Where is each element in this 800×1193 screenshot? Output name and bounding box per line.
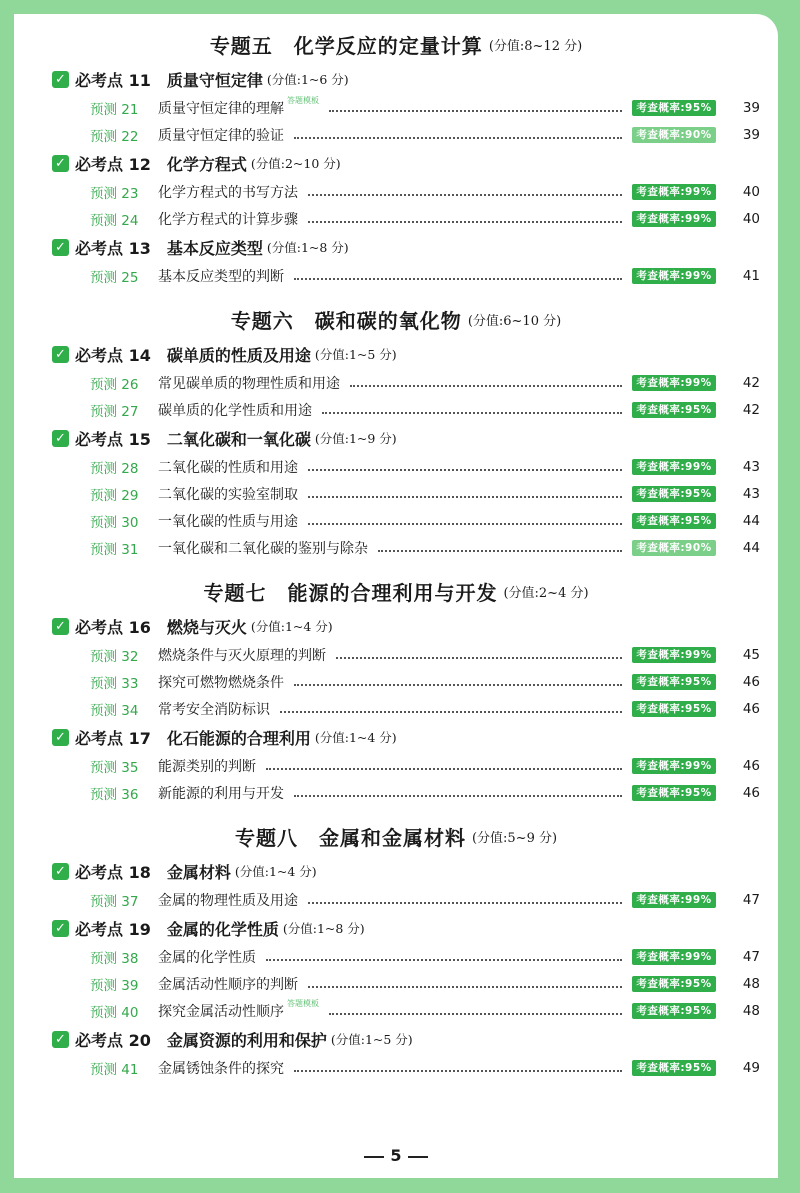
exam-point-id: 必考点 13 — [75, 238, 151, 258]
topic-title: 专题六 碳和碳的氧化物 — [230, 308, 462, 333]
checkmark-icon: ✓ — [52, 239, 69, 256]
prediction-label: 预测 23 — [90, 185, 139, 202]
prediction-label: 预测 37 — [90, 893, 139, 910]
exam-point-score: (分值:1~6 分) — [266, 72, 349, 87]
exam-point-row[interactable] — [14, 232, 778, 262]
dot-leader — [329, 110, 622, 112]
probability-badge: 考查概率:99% — [632, 268, 716, 284]
exam-point-id: 必考点 18 — [75, 862, 151, 882]
prediction-page-number: 47 — [742, 891, 760, 908]
dot-leader — [280, 711, 622, 713]
prediction-page-number: 47 — [742, 948, 760, 965]
exam-point-name: 金属的化学性质 — [166, 919, 279, 939]
probability-badge: 考查概率:99% — [632, 459, 716, 475]
exam-point-name: 金属资源的利用和保护 — [166, 1030, 327, 1050]
prediction-row[interactable] — [14, 943, 778, 970]
prediction-label: 预测 28 — [90, 460, 139, 477]
exam-point-id: 必考点 14 — [75, 345, 151, 365]
prediction-row[interactable] — [14, 396, 778, 423]
prediction-row[interactable] — [14, 369, 778, 396]
prediction-row[interactable] — [14, 779, 778, 806]
probability-badge: 考查概率:95% — [632, 785, 716, 801]
dot-leader — [308, 194, 622, 196]
checkmark-icon: ✓ — [52, 618, 69, 635]
checkmark-icon: ✓ — [52, 920, 69, 937]
checkmark-icon: ✓ — [52, 1031, 69, 1048]
exam-point-row[interactable] — [14, 64, 778, 94]
prediction-page-number: 48 — [742, 975, 760, 992]
prediction-row[interactable] — [14, 970, 778, 997]
checkmark-icon: ✓ — [52, 729, 69, 746]
exam-point-row[interactable] — [14, 913, 778, 943]
prediction-title: 金属锈蚀条件的探究 — [158, 1060, 284, 1077]
dot-leader — [266, 768, 622, 770]
prediction-row[interactable] — [14, 534, 778, 561]
prediction-page-number: 46 — [742, 784, 760, 801]
exam-point-id: 必考点 15 — [75, 429, 151, 449]
topic-score: (分值:2~4 分) — [503, 585, 589, 601]
dot-leader — [294, 795, 622, 797]
dot-leader — [308, 469, 622, 471]
prediction-label: 预测 40 — [90, 1004, 139, 1021]
exam-point-row[interactable] — [14, 722, 778, 752]
prediction-page-number: 46 — [742, 673, 760, 690]
dot-leader — [308, 902, 622, 904]
dot-leader — [294, 137, 622, 139]
prediction-row[interactable] — [14, 507, 778, 534]
prediction-page-number: 40 — [742, 210, 760, 227]
prediction-title: 化学方程式的计算步骤 — [158, 211, 298, 228]
exam-point-score: (分值:1~4 分) — [234, 864, 317, 879]
exam-point-name: 碳单质的性质及用途 — [166, 345, 311, 365]
prediction-label: 预测 29 — [90, 487, 139, 504]
prediction-title: 二氧化碳的性质和用途 — [158, 459, 298, 476]
prediction-label: 预测 33 — [90, 675, 139, 692]
prediction-label: 预测 21 — [90, 101, 139, 118]
checkmark-icon: ✓ — [52, 71, 69, 88]
dot-leader — [378, 550, 622, 552]
prediction-row[interactable] — [14, 641, 778, 668]
prediction-title: 一氧化碳和二氧化碳的鉴别与除杂 — [158, 540, 368, 557]
dot-leader — [294, 684, 622, 686]
answer-template-tag: 答题模板 — [287, 96, 319, 105]
exam-point-score: (分值:1~8 分) — [282, 921, 365, 936]
exam-point-id: 必考点 19 — [75, 919, 151, 939]
prediction-label: 预测 26 — [90, 376, 139, 393]
prediction-row[interactable] — [14, 752, 778, 779]
toc-page — [14, 14, 778, 1178]
prediction-page-number: 45 — [742, 646, 760, 663]
exam-point-row[interactable] — [14, 339, 778, 369]
dot-leader — [294, 278, 622, 280]
footer-dash-right — [408, 1156, 428, 1158]
probability-badge: 考查概率:99% — [632, 892, 716, 908]
prediction-title: 能源类别的判断 — [158, 758, 256, 775]
topic-heading — [14, 299, 778, 339]
probability-badge: 考查概率:90% — [632, 540, 716, 556]
probability-badge: 考查概率:95% — [632, 674, 716, 690]
prediction-label: 预测 35 — [90, 759, 139, 776]
prediction-page-number: 39 — [742, 126, 760, 143]
dot-leader — [350, 385, 622, 387]
prediction-title: 金属的化学性质 — [158, 949, 256, 966]
prediction-page-number: 42 — [742, 401, 760, 418]
exam-point-id: 必考点 12 — [75, 154, 151, 174]
probability-badge: 考查概率:95% — [632, 100, 716, 116]
probability-badge: 考查概率:95% — [632, 701, 716, 717]
prediction-title: 质量守恒定律的验证 — [158, 127, 284, 144]
prediction-row[interactable] — [14, 262, 778, 289]
probability-badge: 考查概率:95% — [632, 1060, 716, 1076]
exam-point-name: 基本反应类型 — [166, 238, 263, 258]
exam-point-score: (分值:1~5 分) — [330, 1032, 413, 1047]
page-number: 5 — [390, 1146, 402, 1165]
topic-score: (分值:8~12 分) — [488, 38, 583, 54]
exam-point-name: 二氧化碳和一氧化碳 — [166, 429, 311, 449]
prediction-row[interactable] — [14, 178, 778, 205]
dot-leader — [308, 523, 622, 525]
exam-point-score: (分值:1~8 分) — [266, 240, 349, 255]
prediction-row[interactable] — [14, 695, 778, 722]
prediction-row[interactable] — [14, 94, 778, 121]
probability-badge: 考查概率:95% — [632, 402, 716, 418]
prediction-label: 预测 27 — [90, 403, 139, 420]
topic-heading — [14, 24, 778, 64]
prediction-page-number: 46 — [742, 757, 760, 774]
probability-badge: 考查概率:95% — [632, 976, 716, 992]
prediction-row[interactable] — [14, 1054, 778, 1081]
probability-badge: 考查概率:90% — [632, 127, 716, 143]
prediction-title: 碳单质的化学性质和用途 — [158, 402, 312, 419]
prediction-title: 二氧化碳的实验室制取 — [158, 486, 298, 503]
dot-leader — [266, 959, 622, 961]
prediction-row[interactable] — [14, 453, 778, 480]
topic-score: (分值:5~9 分) — [471, 830, 558, 846]
prediction-page-number: 43 — [742, 485, 760, 502]
exam-point-row[interactable] — [14, 856, 778, 886]
probability-badge: 考查概率:95% — [632, 513, 716, 529]
prediction-label: 预测 22 — [90, 128, 139, 145]
prediction-label: 预测 30 — [90, 514, 139, 531]
prediction-title: 新能源的利用与开发 — [158, 785, 284, 802]
prediction-row[interactable] — [14, 121, 778, 148]
prediction-label: 预测 39 — [90, 977, 139, 994]
exam-point-id: 必考点 11 — [75, 70, 151, 90]
prediction-row[interactable] — [14, 205, 778, 232]
prediction-label: 预测 38 — [90, 950, 139, 967]
exam-point-name: 化石能源的合理利用 — [166, 728, 311, 748]
table-of-contents — [14, 24, 778, 1081]
probability-badge: 考查概率:99% — [632, 647, 716, 663]
topic-title: 专题七 能源的合理利用与开发 — [203, 580, 498, 605]
prediction-page-number: 42 — [742, 374, 760, 391]
exam-point-id: 必考点 20 — [75, 1030, 151, 1050]
prediction-page-number: 46 — [742, 700, 760, 717]
dot-leader — [308, 496, 622, 498]
prediction-page-number: 43 — [742, 458, 760, 475]
topic-heading — [14, 571, 778, 611]
prediction-title: 金属的物理性质及用途 — [158, 892, 298, 909]
prediction-page-number: 44 — [742, 512, 760, 529]
dot-leader — [322, 412, 622, 414]
exam-point-score: (分值:1~4 分) — [314, 730, 397, 745]
exam-point-score: (分值:2~10 分) — [250, 156, 341, 171]
exam-point-name: 金属材料 — [166, 862, 231, 882]
prediction-row[interactable] — [14, 997, 778, 1024]
page-footer — [14, 1146, 778, 1165]
prediction-label: 预测 41 — [90, 1061, 139, 1078]
exam-point-row[interactable] — [14, 423, 778, 453]
exam-point-id: 必考点 16 — [75, 617, 151, 637]
prediction-label: 预测 36 — [90, 786, 139, 803]
dot-leader — [308, 221, 622, 223]
prediction-title: 探究金属活动性顺序 — [158, 1003, 284, 1020]
prediction-title: 质量守恒定律的理解 — [158, 100, 284, 117]
prediction-title: 金属活动性顺序的判断 — [158, 976, 298, 993]
probability-badge: 考查概率:99% — [632, 211, 716, 227]
topic-score: (分值:6~10 分) — [467, 313, 562, 329]
probability-badge: 考查概率:99% — [632, 184, 716, 200]
exam-point-row[interactable] — [14, 1024, 778, 1054]
dot-leader — [294, 1070, 622, 1072]
checkmark-icon: ✓ — [52, 346, 69, 363]
probability-badge: 考查概率:99% — [632, 758, 716, 774]
dot-leader — [336, 657, 622, 659]
answer-template-tag: 答题模板 — [287, 999, 319, 1008]
exam-point-name: 质量守恒定律 — [166, 70, 263, 90]
prediction-label: 预测 24 — [90, 212, 139, 229]
checkmark-icon: ✓ — [52, 863, 69, 880]
footer-dash-left — [364, 1156, 384, 1158]
probability-badge: 考查概率:99% — [632, 949, 716, 965]
prediction-label: 预测 25 — [90, 269, 139, 286]
prediction-label: 预测 31 — [90, 541, 139, 558]
prediction-title: 一氧化碳的性质与用途 — [158, 513, 298, 530]
prediction-title: 燃烧条件与灭火原理的判断 — [158, 647, 326, 664]
exam-point-score: (分值:1~5 分) — [314, 347, 397, 362]
prediction-page-number: 48 — [742, 1002, 760, 1019]
prediction-label: 预测 34 — [90, 702, 139, 719]
exam-point-row[interactable] — [14, 148, 778, 178]
probability-badge: 考查概率:95% — [632, 486, 716, 502]
topic-title: 专题五 化学反应的定量计算 — [209, 33, 483, 58]
prediction-page-number: 49 — [742, 1059, 760, 1076]
dot-leader — [308, 986, 622, 988]
topic-title: 专题八 金属和金属材料 — [234, 825, 466, 850]
checkmark-icon: ✓ — [52, 155, 69, 172]
prediction-label: 预测 32 — [90, 648, 139, 665]
prediction-row[interactable] — [14, 668, 778, 695]
probability-badge: 考查概率:95% — [632, 1003, 716, 1019]
exam-point-score: (分值:1~4 分) — [250, 619, 333, 634]
prediction-title: 探究可燃物燃烧条件 — [158, 674, 284, 691]
exam-point-id: 必考点 17 — [75, 728, 151, 748]
prediction-title: 常考安全消防标识 — [158, 701, 270, 718]
topic-heading — [14, 816, 778, 856]
prediction-title: 基本反应类型的判断 — [158, 268, 284, 285]
prediction-page-number: 40 — [742, 183, 760, 200]
prediction-row[interactable] — [14, 480, 778, 507]
prediction-page-number: 39 — [742, 99, 760, 116]
exam-point-row[interactable] — [14, 611, 778, 641]
dot-leader — [329, 1013, 622, 1015]
prediction-row[interactable] — [14, 886, 778, 913]
prediction-title: 常见碳单质的物理性质和用途 — [158, 375, 340, 392]
prediction-title: 化学方程式的书写方法 — [158, 184, 298, 201]
prediction-page-number: 44 — [742, 539, 760, 556]
exam-point-name: 化学方程式 — [166, 154, 247, 174]
checkmark-icon: ✓ — [52, 430, 69, 447]
prediction-page-number: 41 — [742, 267, 760, 284]
exam-point-name: 燃烧与灭火 — [166, 617, 247, 637]
exam-point-score: (分值:1~9 分) — [314, 431, 397, 446]
probability-badge: 考查概率:99% — [632, 375, 716, 391]
